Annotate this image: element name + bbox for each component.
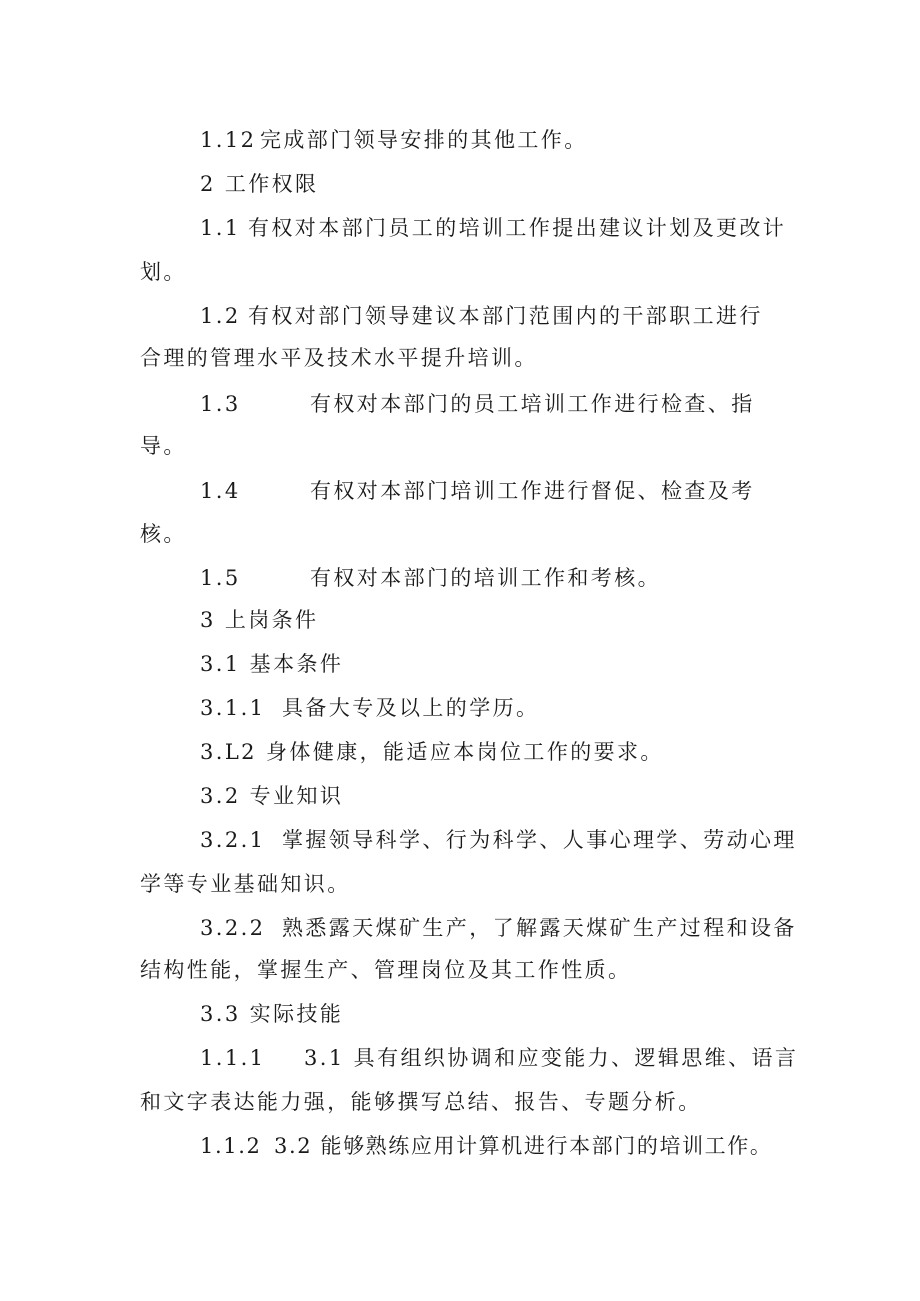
paragraph-line: 3.L2 身体健康，能适应本岗位工作的要求。: [200, 740, 664, 764]
paragraph-line: [200, 476, 755, 506]
line-text: 熟悉露天煤矿生产，了解露天煤矿生产过程和设备: [282, 916, 797, 940]
paragraph-line: [200, 389, 755, 419]
paragraph-line: [200, 913, 797, 943]
line-text: 3.2 能够熟练应用计算机进行本部门的培训工作。: [274, 1134, 773, 1158]
paragraph-line: [200, 825, 797, 855]
paragraph-line: [200, 213, 786, 243]
paragraph-continuation: 导。: [140, 434, 187, 458]
item-number: 1.1.1: [200, 1046, 266, 1070]
line-text: 掌握领导科学、行为科学、人事心理学、劳动心理: [282, 828, 797, 852]
item-number: 1.4: [200, 479, 241, 503]
line-text: 具备大专及以上的学历。: [282, 696, 540, 720]
paragraph-continuation: 结构性能，掌握生产、管理岗位及其工作性质。: [140, 958, 632, 982]
line-text: 有权对本部门员工的培训工作提出建议计划及更改计: [248, 216, 787, 240]
section-heading: 2 工作权限: [200, 172, 319, 196]
paragraph-line: [200, 563, 661, 593]
paragraph-continuation: 和文字表达能力强，能够撰写总结、报告、专题分析。: [140, 1090, 702, 1114]
item-number: 3.1.1: [200, 696, 266, 720]
line-text: 有权对部门领导建议本部门范围内的干部职工进行: [248, 304, 763, 328]
line-text: 3.1 具有组织协调和应变能力、逻辑思维、语言: [304, 1046, 799, 1070]
paragraph-line: [200, 1043, 798, 1073]
paragraph-line: [200, 125, 588, 155]
paragraph-line: [200, 693, 539, 723]
item-number: 1.1: [200, 216, 241, 240]
subsection-heading: 3.1 基本条件: [200, 652, 344, 676]
line-text: 完成部门领导安排的其他工作。: [260, 128, 588, 152]
item-number: 1.5: [200, 566, 241, 590]
subsection-heading: 3.2 专业知识: [200, 784, 344, 808]
subsection-heading: 3.3 实际技能: [200, 1002, 344, 1026]
paragraph-continuation: 核。: [140, 522, 187, 546]
line-text: 有权对本部门的员工培训工作进行检查、指: [310, 392, 755, 416]
line-text: 有权对本部门培训工作进行督促、检查及考: [310, 479, 755, 503]
item-number: 3.2.1: [200, 828, 266, 852]
paragraph-continuation: 划。: [140, 260, 187, 284]
item-number: 3.2.2: [200, 916, 266, 940]
section-heading: 3 上岗条件: [200, 608, 319, 632]
paragraph-continuation: 合理的管理水平及技术水平提升培训。: [140, 346, 538, 370]
item-number: 1.12: [200, 128, 257, 152]
paragraph-line: [200, 1131, 772, 1161]
item-number: 1.2: [200, 304, 241, 328]
paragraph-line: [200, 301, 763, 331]
item-number: 1.1.2: [200, 1134, 262, 1158]
line-text: 有权对本部门的培训工作和考核。: [310, 566, 661, 590]
paragraph-continuation: 学等专业基础知识。: [140, 872, 351, 896]
item-number: 1.3: [200, 392, 241, 416]
